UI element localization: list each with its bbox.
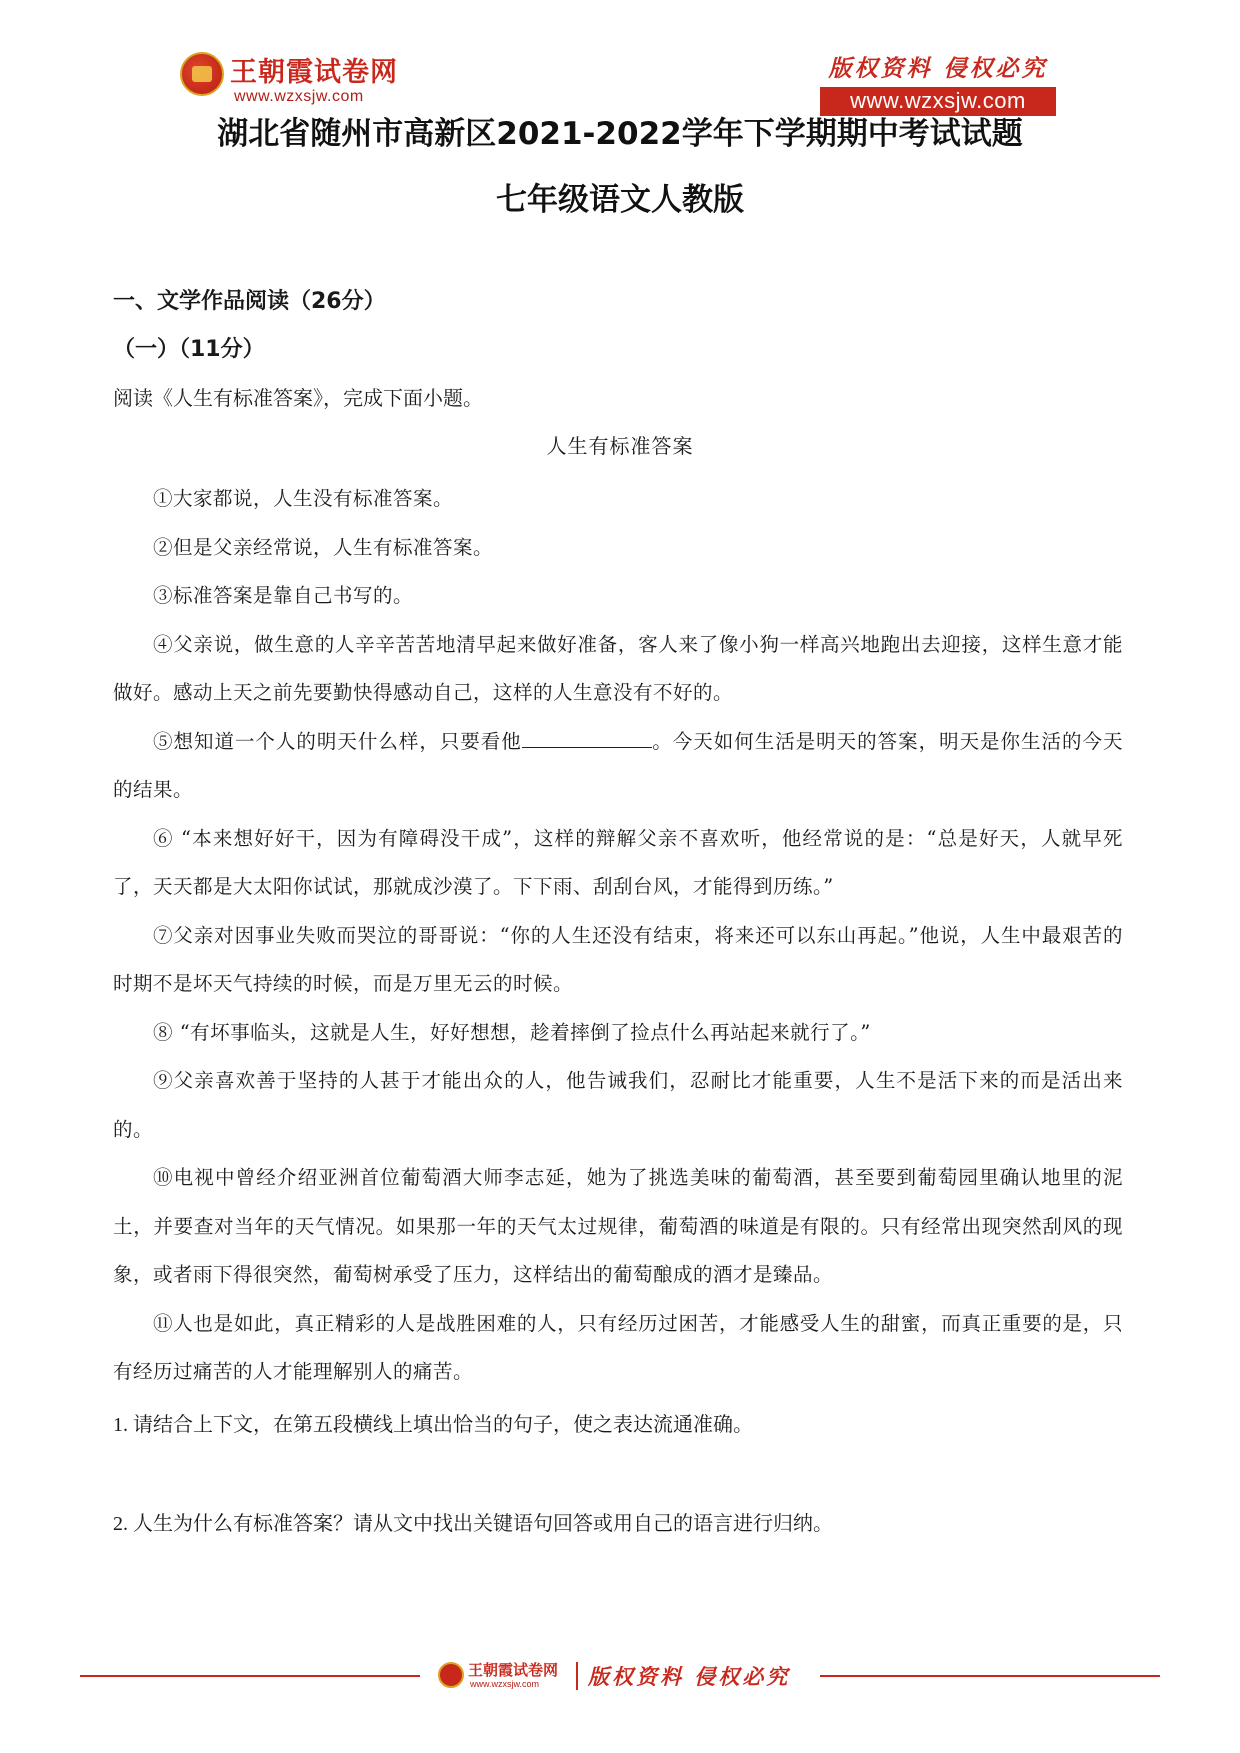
footer-divider-right [820,1675,1160,1677]
article-title: 人生有标准答案 [546,434,694,458]
footer-copyright: 版权资料 侵权必究 [588,1664,791,1689]
paragraph-5-lead: ⑤想知道一个人的明天什么样，只要看他 [153,729,522,753]
paragraph-5-tail: 。今天如何生活是明天的答案，明天是你生活的今天的结果。 [113,729,1123,801]
exam-title: 湖北省随州市高新区2021-2022学年下学期期中考试试题 [217,116,1023,152]
subsection-heading: （一）（11分） [113,337,265,362]
paragraph-9: ⑨父亲喜欢善于坚持的人甚于才能出众的人，他告诫我们，忍耐比才能重要，人生不是活下来的而是活出来的。 [113,1069,1123,1141]
paragraph-1: ①大家都说，人生没有标准答案。 [153,487,454,510]
footer [80,1656,1160,1696]
footer-seal-icon [438,1662,464,1688]
paragraph-3: ③标准答案是靠自己书写的。 [153,584,414,607]
paragraph-6: ⑥ “本来想好好干，因为有障碍没干成”，这样的辩解父亲不喜欢听，他经常说的是：“总是好天，人就早死了，天天都是大太阳你试试，那就成沙漠了。下下雨、刮刮台风，才能得到历练。” [113,826,1123,898]
fill-in-blank[interactable] [522,727,652,748]
section-heading: 一、文学作品阅读（26分） [113,289,386,314]
paragraph-10: ⑩电视中曾经介绍亚洲首位葡萄酒大师李志延，她为了挑选美味的葡萄酒，甚至要到葡萄园里确认地里的泥土，并要查对当年的天气情况。如果那一年的天气太过规律，葡萄酒的味道是有限的。只有经常出现突然刮风的现象，或者雨下得很突然，葡萄树承受了压力，这样结出的葡萄酿成的酒才是臻品。 [113,1166,1123,1286]
exam-subtitle: 七年级语文人教版 [496,182,744,218]
footer-brand-name: 王朝霞试卷网 [468,1661,559,1679]
brand-name: 王朝霞试卷网 [230,57,398,88]
brand-seal-icon [180,52,224,96]
paragraph-8: ⑧ “有坏事临头，这就是人生，好好想想，趁着摔倒了捡点什么再站起来就行了。” [153,1020,871,1044]
reading-instruction: 阅读《人生有标准答案》，完成下面小题。 [113,386,483,410]
paragraph-2: ②但是父亲经常说，人生有标准答案。 [153,535,494,559]
footer-divider-left [80,1675,420,1677]
brand-url[interactable]: www.wzxsjw.com [234,88,364,105]
footer-brand-url[interactable]: www.wzxsjw.com [470,1679,540,1689]
copyright-notice [820,50,1056,116]
paragraph-4: ④父亲说，做生意的人辛辛苦苦地清早起来做好准备，客人来了像小狗一样高兴地跑出去迎接，这样生意才能做好。感动上天之前先要勤快得感动自己，这样的人生意没有不好的。 [113,632,1123,704]
footer-separator [576,1662,578,1690]
paragraph-11: ⑪人也是如此，真正精彩的人是战胜困难的人，只有经历过困苦，才能感受人生的甜蜜，而真正重要的是，只有经历过痛苦的人才能理解别人的痛苦。 [113,1311,1123,1383]
question-1: 1. 请结合上下文，在第五段横线上填出恰当的句子，使之表达流通准确。 [113,1414,753,1436]
copyright-text: 版权资料 侵权必究 [828,55,1048,82]
paragraph-5 [113,718,1123,815]
article-body [113,475,1123,1397]
paragraph-7: ⑦父亲对因事业失败而哭泣的哥哥说：“你的人生还没有结束，将来还可以东山再起。”他说，人生中最艰苦的时期不是坏天气持续的时候，而是万里无云的时候。 [113,923,1123,995]
question-2: 2. 人生为什么有标准答案？请从文中找出关键语句回答或用自己的语言进行归纳。 [113,1513,833,1535]
copyright-url[interactable]: www.wzxsjw.com [820,87,1056,116]
brand-logo [180,50,400,112]
